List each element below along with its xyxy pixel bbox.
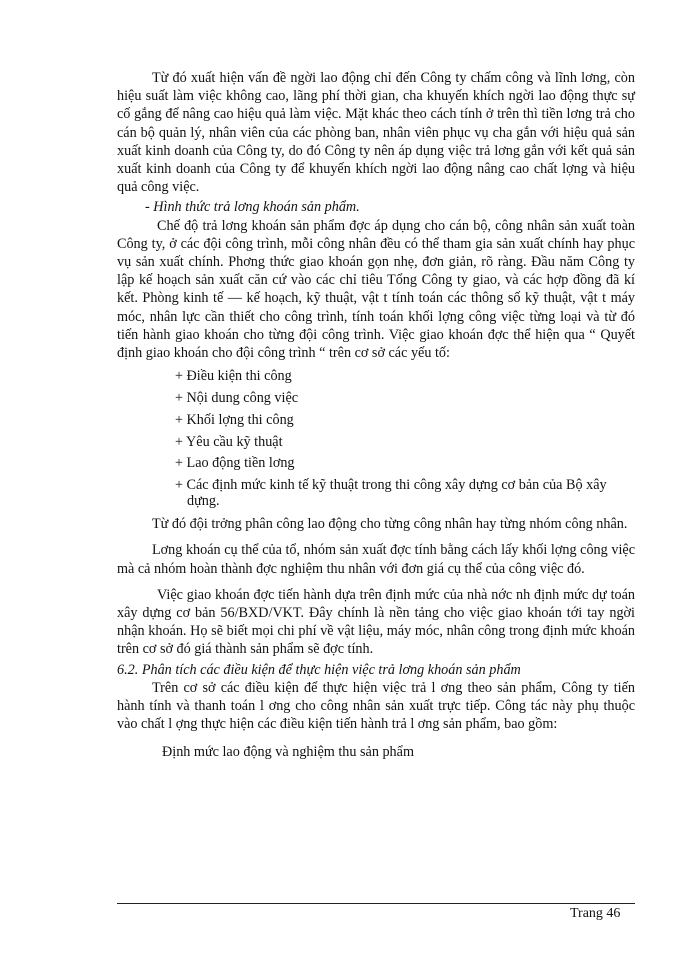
list-item: + Lao động tiền lơng bbox=[175, 455, 295, 472]
list-item: + Nội dung công việc bbox=[175, 390, 299, 407]
list-item: + Yêu cầu kỹ thuật bbox=[175, 433, 283, 450]
paragraph: Việc giao khoán đợc tiến hành dựa trên định mức của nhà nớc nh định mức dự toán xây dựng cơ bản 56/BXD/VKT. Đây chính là nền tảng cho việc giao khoán tới tay ngời nhận khoán. Họ sẽ biết mọi chi phí về vật liệu, máy móc, nhân công trong định mức khoán trên cơ sở đó giá thành sản phẩm sẽ đợc tính. bbox=[117, 586, 635, 658]
list-item: + Khối lợng thi công bbox=[175, 411, 294, 428]
paragraph: Trên cơ sở các điều kiện để thực hiện việc trả l ơng theo sản phẩm, Công ty tiến hành tính và thanh toán l ơng cho công nhân sản xuất trực tiếp. Công tác này phụ thuộc vào chất l ợng thực hiện các điều kiện tiến hành trả l ơng sản phẩm, bao gồm: bbox=[117, 679, 635, 733]
section-heading: 6.2. Phân tích các điều kiện để thực hiện việc trả lơng khoán sản phẩm bbox=[117, 661, 521, 678]
page-number: Trang 46 bbox=[570, 906, 621, 921]
document-body bbox=[117, 69, 635, 762]
footer-divider bbox=[117, 903, 635, 904]
paragraph: Chế độ trả lơng khoán sản phẩm đợc áp dụng cho cán bộ, công nhân sản xuất toàn Công ty, ở các đội công trình, mỗi công nhân đều có thể tham gia sản xuất chính hay phục vụ sản xuất chính. Phơng thức giao khoán gọn nhẹ, đơn giản, rõ ràng. Đầu năm Công ty lập kế hoạch sản xuất căn cứ vào các chỉ tiêu Tổng Công ty giao, và các hợp đồng đã kí kết. Phòng kinh tế — kế hoạch, kỹ thuật, vật t tính toán các thông số kỹ thuật, vật t máy móc, nhân lực cần thiết cho công trình, tính toán khối lợng công việc từng loại và từ đó tiến hành giao khoán cho từng đội công trình. Việc giao khoán đợc thể hiện qua “ Quyết định giao khoán cho đội công trình “ trên cơ sở các yếu tố: bbox=[117, 217, 635, 362]
conditions-list bbox=[175, 368, 635, 509]
paragraph: Từ đó xuất hiện vấn đề ngời lao động chỉ đến Công ty chấm công và lĩnh lơng, còn hiệu suất làm việc không cao, lãng phí thời gian, cha khuyến khích ngời lao động thực sự cố gắng để nâng cao hiệu quả làm việc. Mặt khác theo cách tính ở trên thì tiền lơng trả cho cán bộ quản lý, nhân viên của các phòng ban, nhân viên phục vụ cha gắn với hiệu quả sản xuất kinh doanh của Công ty, do đó Công ty nên áp dụng việc trả lơng gắn với kết quả sản xuất kinh doanh của Công ty để khuyến khích ngời lao động nâng cao chất lợng và hiệu quả công việc. bbox=[117, 70, 635, 196]
paragraph: Định mức lao động và nghiệm thu sản phẩm bbox=[162, 744, 414, 761]
subheading: - Hình thức trả lơng khoán sản phẩm. bbox=[145, 199, 360, 216]
paragraph: Lơng khoán cụ thể của tổ, nhóm sản xuất đợc tính bằng cách lấy khối lợng công việc mà cả nhóm hoàn thành đợc nghiệm thu nhân với đơn giá cụ thể của công việc đó. bbox=[117, 542, 635, 577]
list-item: + Các định mức kinh tế kỹ thuật trong thi công xây dựng cơ bản của Bộ xây dựng. bbox=[175, 477, 607, 510]
paragraph: Từ đó đội trởng phân công lao động cho từng công nhân hay từng nhóm công nhân. bbox=[152, 516, 628, 533]
list-item: + Điều kiện thi công bbox=[175, 368, 292, 385]
